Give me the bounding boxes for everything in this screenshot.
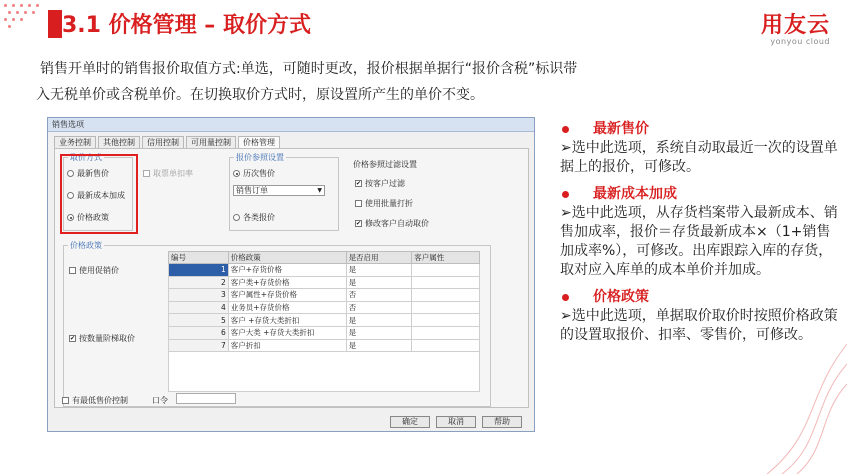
table-row[interactable]: 6 客户大类 +存货大类折扣 是 bbox=[169, 326, 480, 339]
bullet-icon bbox=[562, 191, 569, 198]
table-row[interactable]: 1 客户+存货价格 是 bbox=[169, 264, 480, 277]
page-title: 3.1 价格管理 – 取价方式 bbox=[62, 13, 311, 38]
modify-customer-price-checkbox[interactable]: ✔ 修改客户自动取价 bbox=[355, 218, 429, 229]
tab-panel bbox=[54, 148, 529, 408]
ladder-price-checkbox[interactable]: ✔ 按数量阶梯取价 bbox=[69, 333, 135, 344]
option-latest-price[interactable]: 最新售价 bbox=[67, 168, 109, 179]
radio-selected-icon[interactable] bbox=[233, 170, 240, 177]
grid-header[interactable]: 客户属性 bbox=[412, 252, 480, 264]
table-row[interactable]: 5 客户 +存货大类折扣 是 bbox=[169, 314, 480, 327]
password-label: 口令 bbox=[152, 396, 168, 405]
grid-header[interactable]: 是否启用 bbox=[346, 252, 412, 264]
ok-button[interactable]: 确定 bbox=[390, 416, 430, 428]
table-row[interactable]: 2 客户类+存货价格 是 bbox=[169, 276, 480, 289]
sales-options-dialog bbox=[47, 117, 535, 432]
section-heading: 最新售价 bbox=[593, 121, 649, 137]
bullet-icon bbox=[562, 126, 569, 133]
use-promotion-checkbox[interactable]: 使用促销价 bbox=[69, 265, 119, 276]
price-policy-grid bbox=[168, 251, 480, 352]
table-row[interactable]: 7 客户折扣 是 bbox=[169, 339, 480, 352]
option-all-quotes[interactable]: 各类报价 bbox=[233, 212, 275, 223]
checkbox-icon bbox=[143, 170, 150, 177]
tab-credit-control[interactable]: 信用控制 bbox=[142, 136, 184, 148]
checkbox-checked-icon[interactable] bbox=[69, 335, 76, 342]
dialog-title: 销售选项 bbox=[48, 118, 534, 132]
reference-label: 报价参照设置 bbox=[236, 153, 284, 162]
highlight-box bbox=[60, 154, 138, 234]
section-latest-cost-markup bbox=[560, 185, 840, 280]
grid-empty-area bbox=[168, 352, 480, 392]
radio-icon[interactable] bbox=[233, 214, 240, 221]
section-latest-price bbox=[560, 120, 840, 177]
tab-availability-control[interactable]: 可用量控制 bbox=[186, 136, 236, 148]
tab-price-management[interactable]: 价格管理 bbox=[238, 136, 280, 149]
dialog-tabs bbox=[54, 136, 282, 148]
price-method-label: 取价方式 bbox=[70, 153, 102, 162]
section-body: ➢选中此选项，系统自动取最近一次的设置单据上的报价，可修改。 bbox=[560, 140, 838, 175]
checkbox-icon[interactable] bbox=[355, 200, 362, 207]
tab-business-control[interactable]: 业务控制 bbox=[54, 136, 96, 148]
checkbox-checked-icon[interactable] bbox=[355, 220, 362, 227]
intro-line-2: 入无税单价或含税单价。在切换取价方式时，原设置所产生的单价不变。 bbox=[36, 87, 484, 103]
tab-other-control[interactable]: 其他控制 bbox=[98, 136, 140, 148]
filter-label: 价格参照过滤设置 bbox=[353, 160, 417, 169]
title-accent-bar bbox=[48, 10, 62, 38]
option-price-policy[interactable]: 价格政策 bbox=[67, 212, 109, 223]
table-row[interactable]: 4 业务员+存货价格 否 bbox=[169, 301, 480, 314]
brand-logo: 用友云 bbox=[760, 13, 830, 38]
grid-header[interactable]: 价格政策 bbox=[228, 252, 346, 264]
section-heading: 最新成本加成 bbox=[593, 186, 677, 202]
section-body: ➢选中此选项，单据取价取价时按照价格政策的设置取报价、扣率、零售价，可修改。 bbox=[560, 308, 838, 343]
explanation-panel bbox=[560, 120, 840, 353]
invoice-discount-checkbox: 取票单扣率 bbox=[143, 168, 193, 179]
filter-by-customer-checkbox[interactable]: ✔ 按客户过滤 bbox=[355, 178, 405, 189]
option-latest-cost-markup[interactable]: 最新成本加成 bbox=[67, 190, 125, 201]
grid-header-row bbox=[169, 252, 480, 264]
option-history-price[interactable]: 历次售价 bbox=[233, 168, 275, 179]
password-input[interactable] bbox=[176, 393, 236, 404]
help-button[interactable]: 帮助 bbox=[482, 416, 522, 428]
decorative-wave bbox=[727, 334, 847, 474]
intro-text bbox=[36, 56, 740, 108]
document-type-select[interactable]: 销售订单 ▼ bbox=[233, 185, 325, 196]
table-row[interactable]: 3 客户属性+存货价格 否 bbox=[169, 289, 480, 302]
checkbox-icon[interactable] bbox=[62, 397, 69, 404]
intro-line-1: 销售开单时的销售报价取值方式:单选，可随时更改，报价根据单据行“报价含税”标识带 bbox=[40, 61, 578, 77]
min-price-control-checkbox[interactable]: 有最低售价控制 bbox=[62, 395, 128, 406]
brand-logo-subtitle: yonyou cloud bbox=[770, 37, 830, 46]
chevron-down-icon[interactable]: ▼ bbox=[317, 187, 322, 194]
section-heading: 价格政策 bbox=[593, 289, 649, 305]
section-body: ➢选中此选项，从存货档案带入最新成本、销售加成率，报价＝存货最新成本×（1+销售加成率%），可修改。出库跟踪入库的存货，取对应入库单的成本单价并加成。 bbox=[560, 205, 838, 278]
bullet-icon bbox=[562, 294, 569, 301]
grid-header[interactable]: 编号 bbox=[169, 252, 229, 264]
policy-label: 价格政策 bbox=[70, 241, 102, 250]
batch-discount-checkbox[interactable]: 使用批量打折 bbox=[355, 198, 413, 209]
checkbox-checked-icon[interactable] bbox=[355, 180, 362, 187]
cancel-button[interactable]: 取消 bbox=[436, 416, 476, 428]
checkbox-icon[interactable] bbox=[69, 267, 76, 274]
